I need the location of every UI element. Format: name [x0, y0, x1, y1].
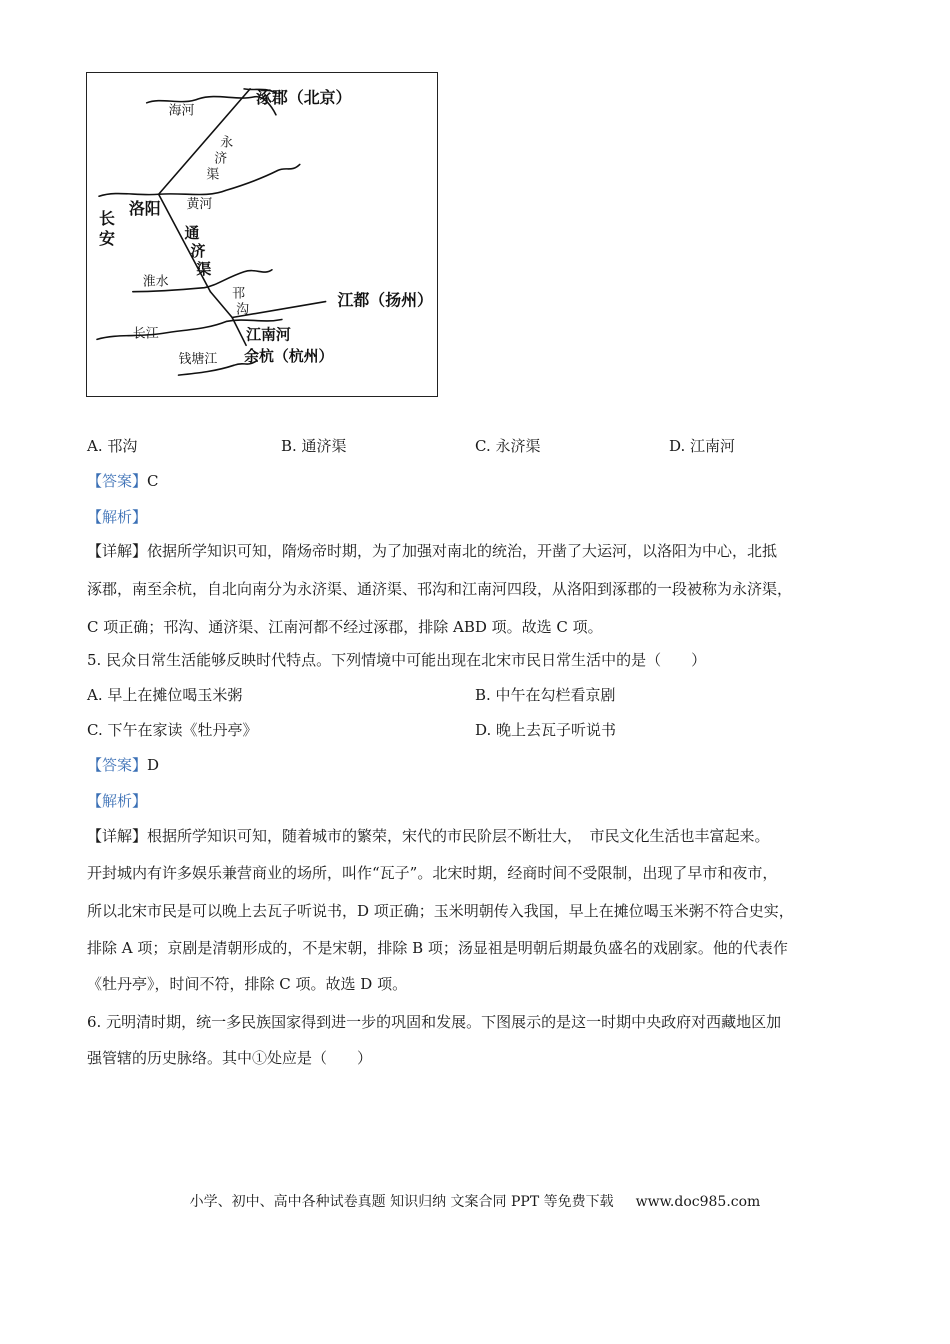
- label-an: 安: [99, 228, 115, 248]
- q5-stem: 5. 民众日常生活能够反映时代特点。下列情境中可能出现在北宋市民日常生活中的是（ ）: [87, 651, 707, 669]
- q5-detail-line-4: 排除 A 项；京剧是清朝形成的，不是宋朝，排除 B 项；汤显祖是明朝后期最负盛名的戏剧家。他的代表作: [87, 939, 788, 957]
- q4-detail-line-2: 涿郡，南至余杭，自北向南分为永济渠、通济渠、邗沟和江南河四段，从洛阳到涿郡的一段被称为永济渠，: [87, 580, 793, 598]
- q4-option-a: A. 邗沟: [87, 437, 138, 455]
- label-changjiang: 长江: [132, 326, 159, 342]
- label-gou: 沟: [236, 302, 250, 318]
- q5-detail-text-1: 根据所学知识可知，随着城市的繁荣，宋代的市民阶层不断壮大， 市民文化生活也丰富起来。: [147, 827, 770, 845]
- q4-answer-value: C: [147, 472, 159, 490]
- q4-option-c: C. 永济渠: [475, 437, 541, 455]
- hangou-canal: [210, 292, 232, 318]
- q5-option-d: D. 晚上去瓦子听说书: [475, 721, 617, 739]
- q5-analysis-tag: 【解析】: [87, 792, 148, 810]
- label-luoyang: 洛阳: [128, 199, 161, 219]
- q5-detail-line-5: 《牡丹亭》，时间不符，排除 C 项。故选 D 项。: [87, 975, 408, 993]
- q5-option-c: C. 下午在家读《牡丹亭》: [87, 721, 258, 739]
- label-qu: 渠: [206, 167, 220, 183]
- q5-answer-tag: 【答案】: [87, 756, 148, 774]
- q5-answer: [87, 755, 159, 775]
- label-tong: 通: [184, 223, 200, 242]
- q4-detail-tag: 【详解】: [87, 542, 148, 560]
- page-footer: [0, 1192, 950, 1212]
- label-ji2: 济: [190, 241, 206, 260]
- q5-option-b: B. 中午在勾栏看京剧: [475, 686, 616, 704]
- footer-text: 小学、初中、高中各种试卷真题 知识归纳 文案合同 PPT 等免费下载: [189, 1194, 614, 1210]
- q5-detail-line-1: [87, 826, 770, 846]
- label-chang: 长: [99, 209, 115, 229]
- q4-analysis-tag: 【解析】: [87, 508, 148, 526]
- label-jiangdu: 江都（扬州）: [337, 290, 433, 310]
- q6-stem-line-1: 6. 元明清时期，统一多民族国家得到进一步的巩固和发展。下图展示的是这一时期中央政府对西藏地区加: [87, 1013, 782, 1031]
- label-han: 邗: [232, 286, 246, 302]
- q4-detail-line-1: [87, 541, 777, 561]
- label-zhuojun: 涿郡（北京）: [256, 87, 352, 107]
- q4-detail-line-3: C 项正确；邗沟、通济渠、江南河都不经过涿郡，排除 ABD 项。故选 C 项。: [87, 618, 603, 636]
- label-huaishui: 淮水: [142, 274, 169, 290]
- label-haihe: 海河: [168, 103, 195, 119]
- grand-canal-map: [86, 72, 438, 397]
- q5-answer-value: D: [147, 756, 160, 774]
- label-huanghe: 黄河: [186, 197, 213, 213]
- q5-detail-tag: 【详解】: [87, 827, 148, 845]
- label-qiantangjiang: 钱塘江: [178, 352, 218, 368]
- q5-detail-line-3: 所以北宋市民是可以晚上去瓦子听说书，D 项正确；玉米明朝传入我国，早上在摊位喝玉米粥不符合史实，: [87, 902, 794, 920]
- q4-answer-tag: 【答案】: [87, 472, 148, 490]
- jiangnanhe-canal: [232, 317, 246, 345]
- label-ji: 济: [214, 151, 228, 167]
- q5-option-a: A. 早上在摊位喝玉米粥: [87, 686, 243, 704]
- label-yong: 永: [220, 135, 234, 151]
- label-yuhang: 余杭（杭州）: [244, 347, 334, 366]
- q4-option-d: D. 江南河: [669, 437, 736, 455]
- footer-url[interactable]: www.doc985.com: [635, 1194, 761, 1210]
- label-qu2: 渠: [196, 259, 212, 278]
- label-jiangnanhe: 江南河: [246, 325, 291, 344]
- q6-stem-line-2: 强管辖的历史脉络。其中①处应是（ ）: [87, 1049, 373, 1067]
- q4-option-b: B. 通济渠: [281, 437, 347, 455]
- canal-map-svg: [87, 73, 437, 396]
- q4-detail-text-1: 依据所学知识可知，隋炀帝时期，为了加强对南北的统治，开凿了大运河，以洛阳为中心，北抵: [147, 542, 778, 560]
- huanghe-river: [99, 164, 300, 196]
- q4-answer: [87, 471, 159, 491]
- q5-detail-line-2: 开封城内有许多娱乐兼营商业的场所，叫作“瓦子”。北宋时期，经商时间不受限制，出现了早市和夜市，: [87, 864, 778, 882]
